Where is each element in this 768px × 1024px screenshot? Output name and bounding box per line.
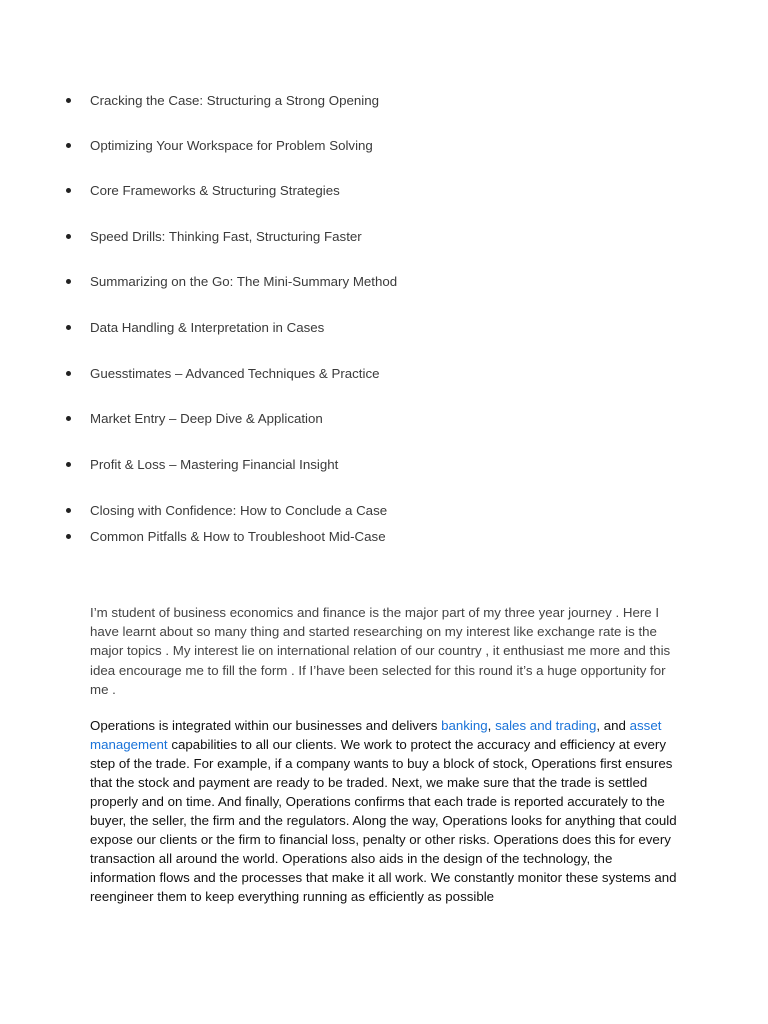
personal-statement-paragraph: I’m student of business economics and finance is the major part of my three year journey . Here I have learnt about so many thing and started researching on my interest like exchange rate is the major topics . My interest lie on international relation of our country , it enthusiast me more and this idea encourage me to fill the form . If I’have been selected for this round it’s a huge opportunity for me . xyxy=(90,605,671,697)
banking-link[interactable]: banking xyxy=(441,718,488,733)
bullet-icon xyxy=(66,188,71,193)
list-item-label: Cracking the Case: Structuring a Strong Opening xyxy=(90,93,379,108)
bullet-icon xyxy=(66,234,71,239)
bullet-icon xyxy=(66,371,71,376)
list-item-label: Common Pitfalls & How to Troubleshoot Mid-Case xyxy=(90,529,386,544)
list-item-label: Core Frameworks & Structuring Strategies xyxy=(90,183,340,198)
bullet-icon xyxy=(66,462,71,467)
list-item-label: Closing with Confidence: How to Conclude a Case xyxy=(90,503,388,518)
bullet-icon xyxy=(66,325,71,330)
bullet-icon xyxy=(66,416,71,421)
list-item-label: Guesstimates – Advanced Techniques & Practice xyxy=(90,366,380,381)
bullet-icon xyxy=(66,279,71,284)
sales-and-trading-link[interactable]: sales and trading xyxy=(495,718,597,733)
operations-intro-text: Operations is integrated within our businesses and delivers xyxy=(90,718,442,733)
bullet-icon xyxy=(66,534,71,539)
bullet-icon xyxy=(66,508,71,513)
list-item-label: Market Entry – Deep Dive & Application xyxy=(90,411,323,426)
bullet-icon xyxy=(66,143,71,148)
separator-text: , xyxy=(487,718,496,733)
list-item-label: Speed Drills: Thinking Fast, Structuring Faster xyxy=(90,229,362,244)
separator-text: , and xyxy=(596,718,630,733)
operations-body-text: capabilities to all our clients. We work to protect the accuracy and efficiency at every step of the trade. For example, if a company wants to buy a block of stock, Operations first ensures that the stock and payment are ready to be traded. Next, we make sure that the trade is settled properly and on time. And finally, Operations confirms that each trade is reported accurately to the buyer, the seller, the firm and the regulators. Along the way, Operations looks for anything that could expose our clients or the firm to financial loss, penalty or other risks. Operations does this for every transaction all around the world. Operations also aids in the design of the technology, the information flows and the processes that make it all work. We constantly monitor these systems and reengineer them to keep everything running as efficiently as possible xyxy=(90,737,677,904)
list-item-label: Data Handling & Interpretation in Cases xyxy=(90,320,325,335)
asset-management-link[interactable]: asset management xyxy=(90,718,662,752)
list-item-label: Summarizing on the Go: The Mini-Summary Method xyxy=(90,274,398,289)
list-item-label: Optimizing Your Workspace for Problem Solving xyxy=(90,138,373,153)
list-item-label: Profit & Loss – Mastering Financial Insight xyxy=(90,457,339,472)
operations-paragraph xyxy=(90,716,680,906)
bullet-icon xyxy=(66,98,71,103)
